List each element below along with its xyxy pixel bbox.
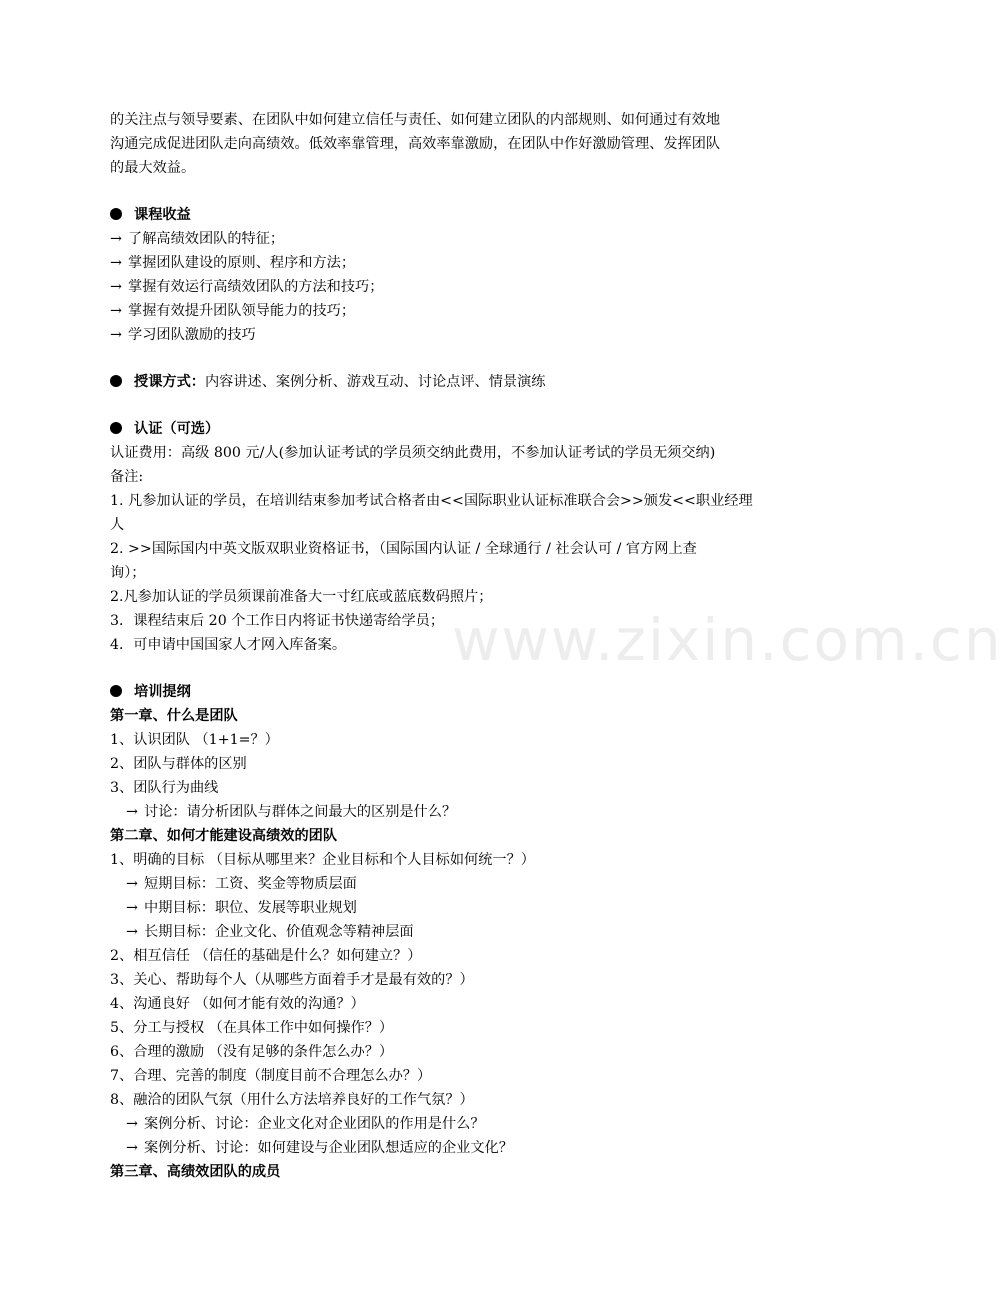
cert-line: 2.凡参加认证的学员须课前准备大一寸红底或蓝底数码照片；	[110, 589, 493, 605]
cert-line: 4．可申请中国国家人才网入库备案。	[110, 637, 347, 653]
cert-line: 1. 凡参加认证的学员，在培训结束参加考试合格者由<<国际职业认证标准联合会>>颁发<<职业经理	[110, 493, 753, 509]
outline-subitem: → 案例分析、讨论：企业文化对企业团队的作用是什么？	[110, 1112, 822, 1136]
arrow-icon: →	[126, 924, 138, 940]
cert-line: 备注:	[110, 469, 144, 485]
bullet-icon	[110, 208, 122, 220]
cert-line: 认证费用：高级 800 元/人(参加认证考试的学员须交纳此费用，不参加认证考试的学员无须交纳)	[110, 445, 716, 461]
arrow-icon: →	[110, 327, 122, 343]
benefit-item: → 掌握团队建设的原则、程序和方法；	[110, 251, 822, 275]
cert-line: 2. >>国际国内中英文版双职业资格证书，（国际国内认证 / 全球通行 / 社会认可 / 官方网上查	[110, 541, 697, 557]
intro-line: 的关注点与领导要素、在团队中如何建立信任与责任、如何建立团队的内部规则、如何通过有效地	[110, 112, 721, 128]
arrow-icon: →	[126, 804, 138, 820]
arrow-icon: →	[126, 876, 138, 892]
benefit-item: → 了解高绩效团队的特征；	[110, 227, 822, 251]
document-page	[110, 108, 822, 1184]
teaching-method: 授课方式：内容讲述、案例分析、游戏互动、讨论点评、情景演练	[110, 370, 822, 394]
outline-subitem: → 长期目标：企业文化、价值观念等精神层面	[110, 920, 822, 944]
chapter-title: 第三章、高绩效团队的成员	[110, 1164, 281, 1180]
intro-line: 沟通完成促进团队走向高绩效。低效率靠管理，高效率靠激励，在团队中作好激励管理、发挥团队	[110, 136, 721, 152]
bullet-icon	[110, 375, 122, 387]
cert-heading: 认证（可选）	[110, 417, 822, 441]
benefit-item: → 学习团队激励的技巧	[110, 323, 822, 347]
arrow-icon: →	[110, 231, 122, 247]
benefit-item: → 掌握有效运行高绩效团队的方法和技巧；	[110, 275, 822, 299]
intro-line: 的最大效益。	[110, 160, 196, 176]
outline-item: 2、相互信任 （信任的基础是什么？如何建立？）	[110, 948, 422, 964]
chapter-title: 第一章、什么是团队	[110, 708, 238, 724]
outline-item: 8、融洽的团队气氛（用什么方法培养良好的工作气氛？）	[110, 1092, 474, 1108]
cert-line: 询）；	[110, 565, 146, 581]
arrow-icon: →	[126, 1140, 138, 1156]
chapter-title: 第二章、如何才能建设高绩效的团队	[110, 828, 338, 844]
outline-item: 1、认识团队 （1+1=？）	[110, 732, 279, 748]
outline-item: 3、团队行为曲线	[110, 780, 219, 796]
benefit-item: → 掌握有效提升团队领导能力的技巧；	[110, 299, 822, 323]
cert-line: 人	[110, 517, 125, 533]
benefits-heading: 课程收益	[110, 203, 822, 227]
outline-item: 6、合理的激励 （没有足够的条件怎么办？）	[110, 1044, 394, 1060]
arrow-icon: →	[126, 1116, 138, 1132]
outline-item: 1、明确的目标 （目标从哪里来？企业目标和个人目标如何统一？）	[110, 852, 535, 868]
arrow-icon: →	[126, 900, 138, 916]
arrow-icon: →	[110, 303, 122, 319]
outline-item: 3、关心、帮助每个人（从哪些方面着手才是最有效的？）	[110, 972, 474, 988]
outline-item: 2、团队与群体的区别	[110, 756, 247, 772]
watermark: www.zixin.com.cn	[452, 606, 1003, 674]
bullet-icon	[110, 685, 122, 697]
cert-line: 3．课程结束后 20 个工作日内将证书快递寄给学员；	[110, 613, 445, 629]
outline-item: 5、分工与授权 （在具体工作中如何操作？）	[110, 1020, 394, 1036]
outline-heading: 培训提纲	[110, 680, 822, 704]
arrow-icon: →	[110, 279, 122, 295]
outline-subitem: → 讨论：请分析团队与群体之间最大的区别是什么？	[110, 800, 822, 824]
outline-subitem: → 中期目标：职位、发展等职业规划	[110, 896, 822, 920]
outline-item: 7、合理、完善的制度（制度目前不合理怎么办？）	[110, 1068, 432, 1084]
arrow-icon: →	[110, 255, 122, 271]
outline-item: 4、沟通良好 （如何才能有效的沟通？）	[110, 996, 365, 1012]
outline-subitem: → 短期目标：工资、奖金等物质层面	[110, 872, 822, 896]
outline-subitem: → 案例分析、讨论：如何建设与企业团队想适应的企业文化？	[110, 1136, 822, 1160]
bullet-icon	[110, 422, 122, 434]
